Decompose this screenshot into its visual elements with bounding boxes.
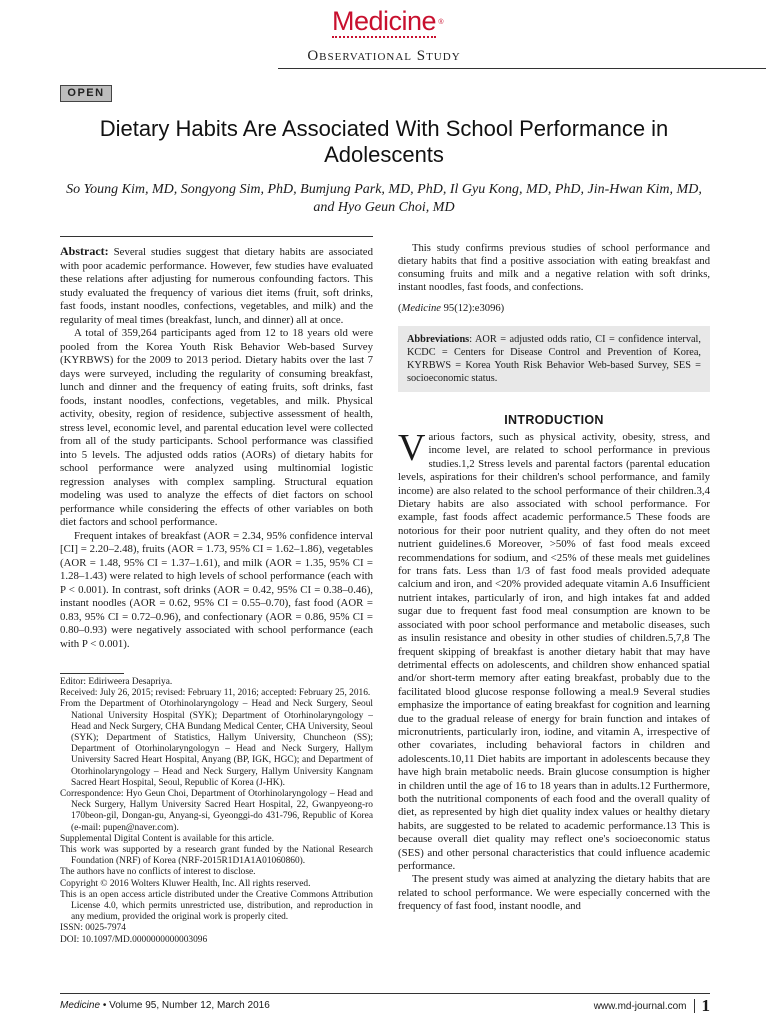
- abbreviations-text: : AOR = adjusted odds ratio, CI = confidence interval, KCDC = Centers for Disease Control and Prevention of Korea, KYRBWS = Korea Youth Risk Behavior Web-based Survey, SES = socioeconomic status.: [407, 333, 701, 384]
- logo-dots: [332, 36, 436, 39]
- funding-note: This work was supported by a research grant funded by the National Research Foundation (NRF) of Korea (NRF-2015R1D1A1A01060860).: [60, 845, 373, 867]
- footer-journal-info: Medicine • Volume 95, Number 12, March 2016: [60, 1000, 270, 1011]
- issn: ISSN: 0025-7974: [60, 923, 126, 934]
- abstract: [60, 245, 373, 651]
- abstract-paragraph: [60, 245, 373, 327]
- journal-masthead: [0, 6, 768, 39]
- article-frontmatter: [60, 677, 373, 946]
- journal-logo: Medicine ®: [331, 6, 444, 36]
- conflicts-note: The authors have no conflicts of interest to disclose.: [60, 867, 256, 878]
- abstract-conclusion: This study confirms previous studies of school performance and dietary habits that find a positive association with eating breakfast and consuming fruits and milk and a negative relation with soft drinks, instant noodles, fast foods, and confections.: [398, 243, 710, 293]
- journal-url[interactable]: www.md-journal.com: [593, 1000, 687, 1012]
- section-label: Observational Study: [307, 48, 461, 64]
- supplemental-note: Supplemental Digital Content is available for this article.: [60, 833, 275, 844]
- abbreviations-label: Abbreviations: [407, 333, 470, 345]
- right-column: [398, 242, 710, 914]
- correspondence: Correspondence: Hyo Geun Choi, Department of Otorhinolaryngology – Head and Neck Surgery, Hallym University Sacred Heart Hospital, 22, Gwanpyeong-ro 170beon-gil, Dongan-gu, Anyang-si, Gyeonggi-do 431-796, Republic of Korea (e-mail: pupen@naver.com).: [60, 789, 373, 833]
- citation: (Medicine 95(12):e3096): [398, 303, 505, 314]
- page-number: 1: [701, 996, 710, 1015]
- doi: DOI: 10.1097/MD.0000000000003096: [60, 934, 208, 945]
- abbreviations-box: [398, 326, 710, 392]
- author-list: So Young Kim, MD, Songyong Sim, PhD, Bumjung Park, MD, PhD, Il Gyu Kong, MD, PhD, Jin-Hwan Kim, MD, and Hyo Geun Choi, MD: [66, 182, 702, 215]
- received-line: Received: July 26, 2015; revised: February 11, 2016; accepted: February 25, 2016.: [60, 688, 371, 699]
- affiliations: From the Department of Otorhinolaryngology – Head and Neck Surgery, Seoul National University Hospital (SYK); Department of Otorhinolaryngology – Head and Neck Surgery, CHA Bundang Medical Center, CHA University, Seoul (SYK); Department of Statistics, Hallym University, Chuncheon (SS); Department of Otorhinolaryngologyn – Head and Neck Surgery, Hallym University Sacred Heart Hospital, Anyang (BP, IGK, HGC); and Department of Otorhinolaryngology – Head and Neck Surgery, Hallym University Kangnam Sacred Heart Hospital, Seoul, Republic of Korea (J-HK).: [60, 699, 373, 788]
- left-column: [60, 236, 373, 946]
- editor-line: Editor: Ediriweera Desapriya.: [60, 677, 173, 687]
- drop-cap: V: [398, 427, 426, 469]
- abstract-paragraph: A total of 359,264 participants aged from 12 to 18 years old were pooled from the Korea Youth Risk Behavior Web-based Survey (KYRBWS) for the 2009 to 2013 period. Dietary habits over the last 7 days were surveyed, including the regularity of consuming breakfast, lunch and dinner and the frequency of eating fruits, soft drinks, fast foods, instant noodles, confections, vegetables, and milk. Physical activity, obesity, region of residence, subjective assessment of health, stress level, economic level, and parental education level were collected from all of the study participants. School performance was classified into 5 levels. The adjusted odds ratios (AORs) of dietary habits for school performance were analyzed using multinomial logistic regression analyses with complex sampling. Structural equation modeling was used to analyze the effects of diet factors on school performance while considering the effects of other variables on both diet factors and school performance.: [60, 327, 373, 528]
- footer-page-info: [594, 996, 710, 1016]
- introduction-heading: INTRODUCTION: [504, 412, 604, 427]
- abstract-heading: Abstract:: [60, 244, 109, 258]
- frontmatter-rule: [60, 673, 124, 674]
- introduction-paragraph: [398, 427, 710, 873]
- footer-divider: [694, 999, 695, 1013]
- section-rule: [278, 68, 766, 69]
- article-title: Dietary Habits Are Associated With School Performance in Adolescents: [99, 116, 669, 167]
- open-access-badge: OPEN: [60, 85, 112, 102]
- abstract-paragraph: Frequent intakes of breakfast (AOR = 2.34, 95% confidence interval [CI] = 2.20–2.48), fruits (AOR = 1.73, 95% CI = 1.62–1.86), vegetables (AOR = 1.48, 95% CI = 1.37–1.61), and milk (AOR = 1.35, 95% CI = 1.28–1.43) were related to high levels of school performance (each with P < 0.001). In contrast, soft drinks (AOR = 0.42, 95% CI = 0.38–0.46), instant noodles (AOR = 0.62, 95% CI = 0.55–0.70), fast food (AOR = 0.83, 95% CI = 0.72–0.96), and confectionary (AOR = 0.86, 95% CI = 0.80–0.93) were negatively associated with school performance (each with P < 0.001).: [60, 529, 373, 650]
- abstract-text: Several studies suggest that dietary habits are associated with poor academic performance. However, few studies have evaluated these relations after adjusting for numerous confounding factors. This study evaluated the frequency of various diet items (fruit, soft drinks, fast foods, instant noodles, confections, vegetables, and milk) and the regularity of meal times (breakfast, lunch, and dinner) all at once.: [60, 246, 373, 326]
- footer-rule: [60, 993, 710, 994]
- introduction-paragraph: The present study was aimed at analyzing the dietary habits that are related to school performance. We were especially concerned with the frequency of fast food, instant noodle, and: [398, 873, 710, 913]
- introduction-text: arious factors, such as physical activity, obesity, stress, and income level, are related to school performance in previous studies.1,2 Stress levels and parental factors (parental education levels, aspirations for their children's school performance, and family income) are also related to the school performance of their children.3,4 Dietary habits are also associated with school performance. For example, fast foods affect academic performance.5 These foods are notorious for their poor nutrient quality, and they often do not meet nutrient guidelines.6 Moreover, >50% of fast food meals exceed recommendations for sodium, and <25% of these meals met guidelines for trans fats. Less than 1/3 of fast food meals provided adequate calcium and iron, and <20% provided adequate vitamin A.6 Insufficient nutrient intakes, particularly of iron, and high intakes fat and added sugar due to frequent fast food meal consumption are known to be associated with poor school performance and metabolic diseases, such as insulin resistance and obesity in other studies of children.5,7,8 The frequent skipping of breakfast is another dietary habit that may have detrimental effects on adolescents, and children show enhanced spatial and/or short-term memory after eating breakfast, probably due to the facilitated blood glucose response following a meal.9 Several studies emphasize the importance of eating breakfast for cognition and learning due to the gradual release of energy for brain function and intakes of micronutrients, particularly iron, iodine, and vitamin A, irrespective of other covariates, including behavioral factors in children and adolescents.10,11 Diet habits are important in adolescents because they have high brain metabolic needs. Brain glucose consumption is higher in children until the age of 16 to 18 years than in adults.12 Furthermore, both the nutritional components of each food and the overall quality of diet, as represented by high diet quality index values or healthy dietary habits, are suggested to be related to academic performance.13 This is because overall diet quality may reflect one's socioeconomic status (SES) and other personal characteristics that could influence academic performance.: [398, 431, 710, 872]
- abstract-rule: [60, 236, 373, 237]
- copyright: Copyright © 2016 Wolters Kluwer Health, Inc. All rights reserved.: [60, 878, 311, 889]
- license-note: This is an open access article distributed under the Creative Commons Attribution License 4.0, which permits unrestricted use, distribution, and reproduction in any medium, provided the original work is properly cited.: [60, 889, 373, 923]
